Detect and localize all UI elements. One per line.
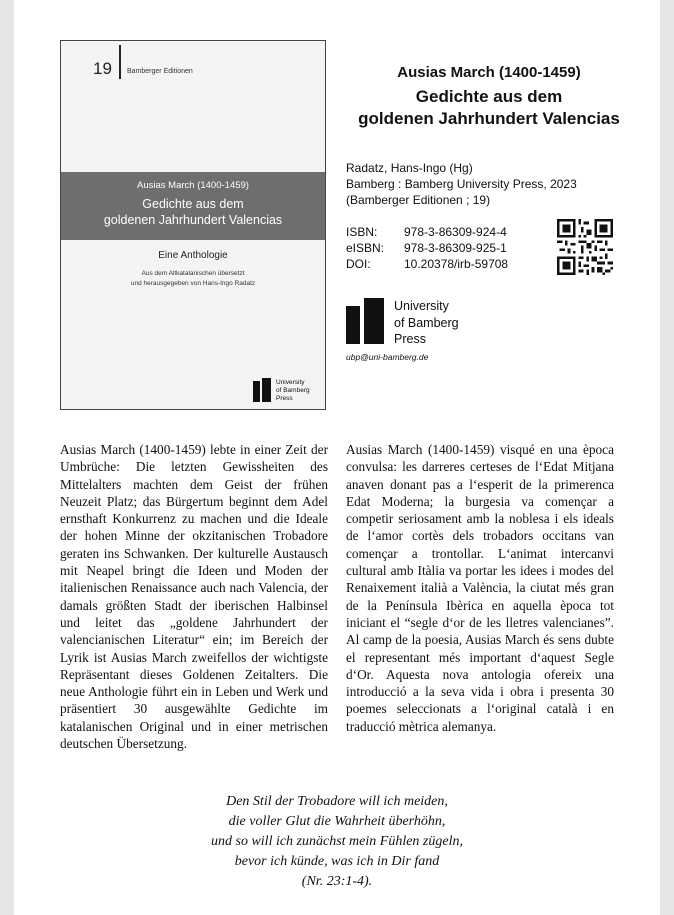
verse-quote bbox=[60, 792, 614, 892]
info-author: Ausias March (1400-1459) bbox=[397, 64, 581, 81]
press-name-line-1: University bbox=[394, 299, 449, 313]
verse-line-4: bevor ich künde, was ich in Dir fand bbox=[234, 854, 440, 869]
doi-value[interactable]: 10.20378/irb-59708 bbox=[404, 257, 509, 271]
bibliographic-info bbox=[346, 160, 577, 208]
eisbn-value: 978-3-86309-925-1 bbox=[404, 241, 507, 255]
info-title-line-1: Gedichte aus dem bbox=[415, 87, 563, 106]
verse-citation: (Nr. 23:1-4). bbox=[301, 874, 373, 889]
cover-subtitle-line-1: Aus dem Altkatalanischen übersetzt bbox=[141, 270, 245, 277]
isbn-label: ISBN: bbox=[346, 225, 378, 239]
press-name bbox=[394, 298, 459, 348]
cover-subtitle-line-2: und herausgegeben von Hans-Ingo Radatz bbox=[130, 280, 256, 287]
page bbox=[14, 0, 660, 915]
isbn-row bbox=[346, 224, 508, 240]
university-press-logo-icon bbox=[346, 298, 384, 344]
identifiers bbox=[346, 224, 508, 272]
editor: Radatz, Hans-Ingo (Hg) bbox=[346, 161, 473, 175]
cover-title bbox=[61, 196, 325, 228]
press-name-line-3: Press bbox=[394, 332, 426, 346]
cover-press-name bbox=[276, 379, 310, 403]
publisher: Bamberg : Bamberg University Press, 2023 bbox=[346, 177, 577, 191]
info-title-line-2: goldenen Jahrhundert Valencias bbox=[358, 109, 620, 128]
cover-anthology: Eine Anthologie bbox=[158, 250, 228, 261]
cover-author: Ausias March (1400-1459) bbox=[137, 180, 249, 191]
verse-line-3: und so will ich zunächst mein Fühlen zügeln, bbox=[211, 834, 463, 849]
catalan-description: Ausias March (1400-1459) visqué en una època convulsa: les darreres certeses de l‘Edat Mitjana anaven donant pas a l‘esperit de la primerenca Edat Moderna; la burgesia va començar a competir seriosament amb la noblesa i els ideals de l‘amor cortès dels trobadors occitans van començar a trontollar. L‘animat intercanvi cultural amb Itàlia va portar les idees i modes del Renaixement italià a València, la ciutat més gran de la Península Ibèrica en aquella època tot iniciant el “segle d‘or de les lletres valencianes”. Al camp de la poesia, Ausias March és sens dubte el representant més important d‘aquest Segle d‘Or. Aquesta nova antologia ofereix una introducció a la seva vida i obra i presenta 30 poemes seleccionats a l‘original català i en traducció mètrica alemanya. bbox=[346, 442, 614, 734]
cover-title-line-2: goldenen Jahrhundert Valencias bbox=[103, 213, 283, 227]
cover-press-line-3: Press bbox=[276, 395, 293, 402]
cover-divider bbox=[119, 45, 121, 79]
doi-label: DOI: bbox=[346, 257, 371, 271]
cover-title-line-1: Gedichte aus dem bbox=[142, 197, 244, 211]
press-logo-icon bbox=[253, 378, 271, 402]
verse-line-2: die voller Glut die Wahrheit überhöhn, bbox=[228, 814, 446, 829]
eisbn-row bbox=[346, 240, 508, 256]
cover-subtitle bbox=[61, 269, 325, 289]
cover-press-line-2: of Bamberg bbox=[276, 387, 310, 394]
qr-code-icon[interactable] bbox=[557, 219, 613, 275]
cover-volume-number: 19 bbox=[93, 59, 112, 78]
book-cover bbox=[60, 40, 326, 410]
verse-line-1: Den Stil der Trobadore will ich meiden, bbox=[226, 794, 448, 809]
press-email-link[interactable]: ubp@uni-bamberg.de bbox=[346, 352, 429, 362]
eisbn-label: eISBN: bbox=[346, 241, 385, 255]
doi-row bbox=[346, 256, 508, 272]
german-description: Ausias March (1400-1459) lebte in einer Zeit der Umbrüche: Die letzten Gewissheiten des Mittelalters machten dem Geist der frühen Neuzeit Platz; das Bürgertum beginnt dem Adel ernsthaft Konkurrenz zu machen und die Ideale der hohen Minne der okzitanischen Trobadore geraten ins Schwanken. Der kulturelle Austausch mit Neapel bringt die Ideen und Moden der italienischen Renaissance auch nach Valencia, der damals größten Stadt der iberischen Halbinsel und leitet das „goldene Jahrhundert der valencianischen Literatur“ ein; im Bereich der Lyrik ist Ausias March zweifellos der wichtigste Repräsentant dieses Goldenen Zeitalters. Die neue Anthologie führt ein in Leben und Werk und präsentiert 30 ausgewählte Gedichte im katalanischen Original und in einer metrischen deutschen Übersetzung. bbox=[60, 442, 328, 752]
series-info: (Bamberger Editionen ; 19) bbox=[346, 193, 491, 207]
cover-series: Bamberger Editionen bbox=[127, 68, 193, 75]
cover-title-band bbox=[61, 172, 325, 240]
press-name-line-2: of Bamberg bbox=[394, 315, 459, 330]
cover-press-line-1: University bbox=[276, 379, 305, 386]
isbn-value: 978-3-86309-924-4 bbox=[404, 225, 507, 239]
info-title bbox=[334, 86, 644, 130]
